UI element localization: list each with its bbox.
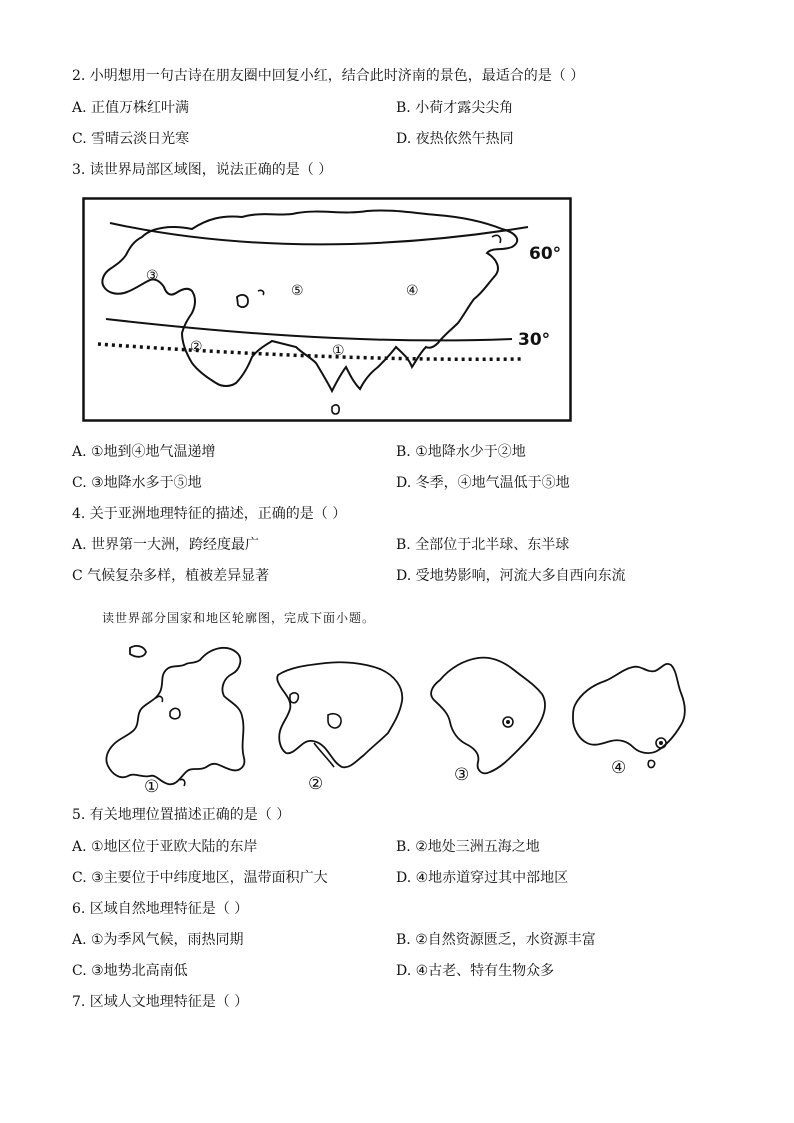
q6-option-a: A. ①为季风气候，雨热同期 [72, 932, 244, 948]
map-label-1: ① [144, 777, 160, 795]
q3-option-a: A. ①地到④地气温递增 [72, 444, 216, 460]
eurasia-region-map [82, 197, 572, 422]
q5-option-d: D. ④地赤道穿过其中部地区 [396, 870, 569, 886]
q6-option-b: B. ②自然资源匮乏，水资源丰富 [396, 932, 596, 948]
map-label-2: ② [308, 774, 324, 794]
q6-option-d: D. ④古老、特有生物众多 [396, 963, 555, 979]
marker-4: ④ [406, 283, 419, 299]
region-map-brazil [420, 650, 555, 790]
question-2-stem: 2. 小明想用一句古诗在朋友圈中回复小红，结合此时济南的景色，最适合的是（ ） [72, 68, 585, 84]
q6-option-c: C. ③地势北高南低 [72, 963, 188, 979]
q4-option-b: B. 全部位于北半球、东半球 [396, 537, 570, 553]
q5-option-b: B. ②地处三洲五海之地 [396, 839, 540, 855]
question-5-stem: 5. 有关地理位置描述正确的是（ ） [72, 807, 291, 823]
question-4-stem: 4. 关于亚洲地理特征的描述，正确的是（ ） [72, 506, 347, 522]
q2-option-c: C. 雪晴云淡日光寒 [72, 131, 190, 147]
q5-option-a: A. ①地区位于亚欧大陆的东岸 [72, 839, 258, 855]
q2-option-a: A. 正值万株红叶满 [72, 100, 190, 116]
latitude-60-label: 60° [529, 244, 562, 264]
map-label-3: ③ [454, 765, 470, 785]
region-map-europe [100, 640, 260, 795]
marker-2: ② [190, 339, 203, 355]
q3-option-d: D. 冬季，④地气温低于⑤地 [396, 475, 570, 491]
group-intro: 读世界部分国家和地区轮廓图，完成下面小题。 [102, 611, 376, 625]
q4-option-c: C 气候复杂多样，植被差异显著 [72, 568, 270, 584]
q4-option-d: D. 受地势影响，河流大多自西向东流 [396, 568, 626, 584]
question-6-stem: 6. 区域自然地理特征是（ ） [72, 901, 249, 917]
region-map-australia [565, 655, 690, 780]
map-label-4: ④ [611, 758, 627, 778]
q2-option-b: B. 小荷才露尖尖角 [396, 100, 514, 116]
q4-option-a: A. 世界第一大洲，跨经度最广 [72, 537, 260, 553]
latitude-30-label: 30° [518, 330, 551, 350]
q3-option-c: C. ③地降水多于⑤地 [72, 475, 202, 491]
question-7-stem: 7. 区域人文地理特征是（ ） [72, 994, 249, 1010]
q3-option-b: B. ①地降水少于②地 [396, 444, 526, 460]
marker-3: ③ [146, 268, 159, 284]
question-3-stem: 3. 读世界局部区域图，说法正确的是（ ） [72, 162, 333, 178]
q2-option-d: D. 夜热依然午热同 [396, 131, 514, 147]
region-map-middle-east [268, 655, 413, 795]
marker-5: ⑤ [291, 283, 304, 299]
marker-1: ① [332, 343, 345, 359]
q5-option-c: C. ③主要位于中纬度地区，温带面积广大 [72, 870, 328, 886]
